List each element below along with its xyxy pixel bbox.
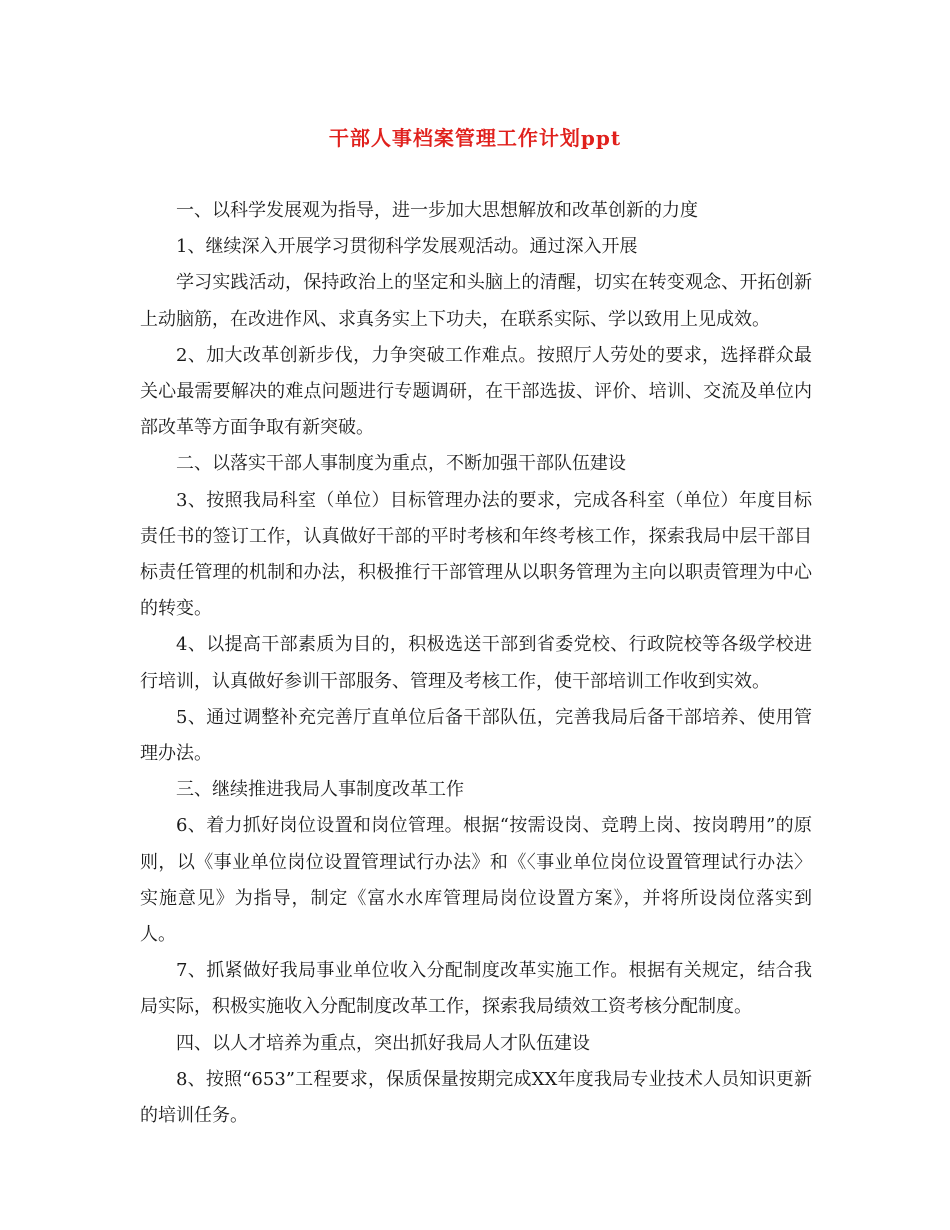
section-heading-2: 二、以落实干部人事制度为重点，不断加强干部队伍建设: [176, 453, 626, 475]
document-body: [140, 193, 812, 1134]
paragraph-item-1: 1、继续深入开展学习贯彻科学发展观活动。通过深入开展: [176, 236, 638, 258]
paragraph-item-5: 5、通过调整补充完善厅直单位后备干部队伍，完善我局后备干部培养、使用管理办法。: [140, 706, 812, 765]
paragraph-item-6: 6、着力抓好岗位设置和岗位管理。根据“按需设岗、竞聘上岗、按岗聘用”的原则，以《事业单位岗位设置管理试行办法》和《〈事业单位岗位设置管理试行办法〉实施意见》为指导，制定《富水水库管理局岗位设置方案》，并将所设岗位落实到人。: [140, 815, 812, 946]
paragraph-item-8: 8、按照“653”工程要求，保质保量按期完成XX年度我局专业技术人员知识更新的培训任务。: [140, 1068, 812, 1127]
section-heading-1: 一、以科学发展观为指导，进一步加大思想解放和改革创新的力度: [176, 200, 698, 221]
paragraph-item-2: 2、加大改革创新步伐，力争突破工作难点。按照厅人劳处的要求，选择群众最关心最需要解决的难点问题进行专题调研，在干部选拔、评价、培训、交流及单位内部改革等方面争取有新突破。: [140, 344, 812, 439]
paragraph-item-3: 3、按照我局科室（单位）目标管理办法的要求，完成各科室（单位）年度目标责任书的签订工作，认真做好干部的平时考核和年终考核工作，探索我局中层干部目标责任管理的机制和办法，积极推行干部管理从以职务管理为主向以职责管理为中心的转变。: [140, 489, 812, 620]
document-title: 干部人事档案管理工作计划ppt: [328, 126, 622, 150]
section-heading-3: 三、继续推进我局人事制度改革工作: [176, 779, 464, 801]
paragraph-item-1-continued: 学习实践活动，保持政治上的坚定和头脑上的清醒，切实在转变观念、开拓创新上动脑筋，在改进作风、求真务实上下功夫，在联系实际、学以致用上见成效。: [140, 272, 812, 330]
section-heading-4: 四、以人才培养为重点，突出抓好我局人才队伍建设: [176, 1032, 590, 1054]
paragraph-item-7: 7、抓紧做好我局事业单位收入分配制度改革实施工作。根据有关规定，结合我局实际，积极实施收入分配制度改革工作，探索我局绩效工资考核分配制度。: [140, 960, 812, 1018]
paragraph-item-4: 4、以提高干部素质为目的，积极选送干部到省委党校、行政院校等各级学校进行培训，认真做好参训干部服务、管理及考核工作，使干部培训工作收到实效。: [140, 634, 812, 692]
